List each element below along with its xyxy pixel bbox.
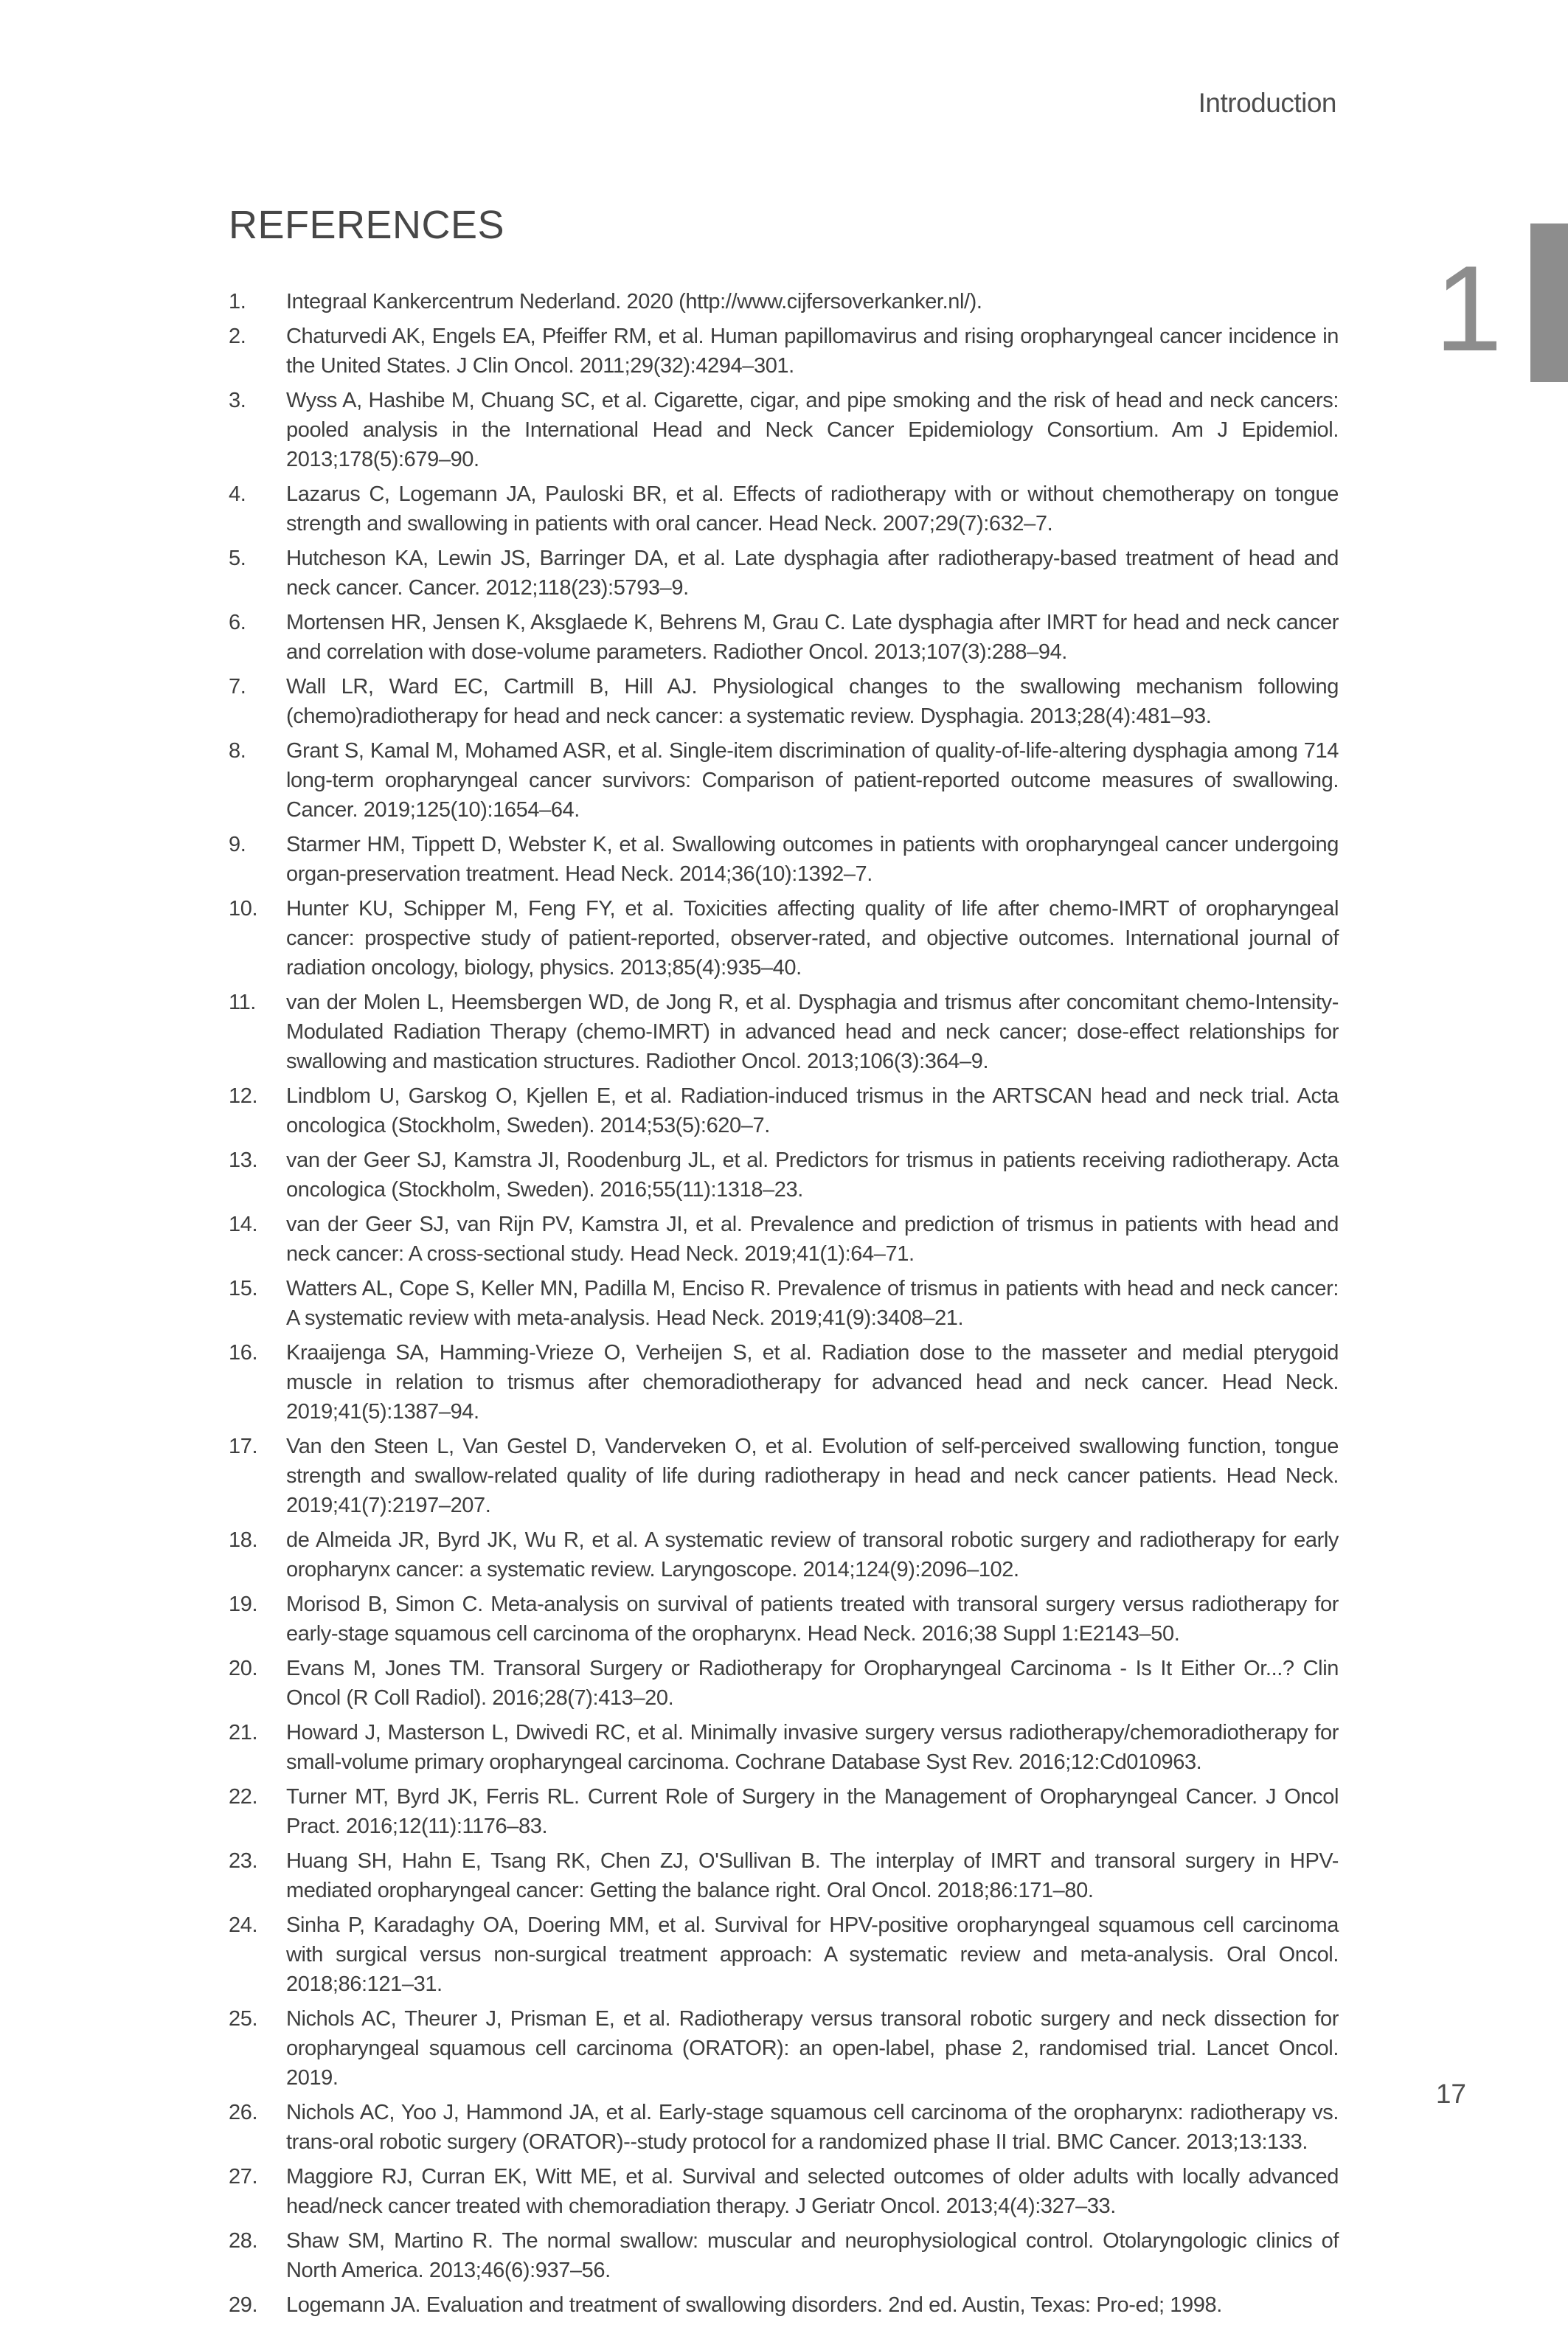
reference-item <box>229 830 1339 889</box>
reference-text: Howard J, Masterson L, Dwivedi RC, et al. Minimally invasive surgery versus radiotherapy/chemoradiotherapy for small-volume primary oropharyngeal carcinoma. Cochrane Database Syst Rev. 2016;12:Cd010963. <box>286 1721 1339 1774</box>
reference-number: 19. <box>229 1593 258 1616</box>
reference-text: Grant S, Kamal M, Mohamed ASR, et al. Single-item discrimination of quality-of-life-altering dysphagia among 714 long-term oropharyngeal cancer survivors: Comparison of patient-reported outcome measures of swallowing. Cancer. 2019;125(10):1654–64. <box>286 739 1339 822</box>
reference-text: Lindblom U, Garskog O, Kjellen E, et al. Radiation-induced trismus in the ARTSCAN head and neck trial. Acta oncologica (Stockholm, Sweden). 2014;53(5):620–7. <box>286 1084 1339 1137</box>
reference-item <box>229 1525 1339 1584</box>
reference-number: 29. <box>229 2293 258 2317</box>
reference-number: 9. <box>229 833 246 856</box>
reference-text: van der Molen L, Heemsbergen WD, de Jong R, et al. Dysphagia and trismus after concomitant chemo-Intensity-Modulated Radiation Therapy (chemo-IMRT) in advanced head and neck cancer; dose-effect relationships for swallowing and mastication structures. Radiother Oncol. 2013;106(3):364–9. <box>286 991 1339 1073</box>
reference-item <box>229 894 1339 983</box>
references-list <box>229 287 1339 2325</box>
reference-number: 14. <box>229 1213 258 1236</box>
reference-item <box>229 1274 1339 1333</box>
reference-text: van der Geer SJ, Kamstra JI, Roodenburg JL, et al. Predictors for trismus in patients receiving radiotherapy. Acta oncologica (Stockholm, Sweden). 2016;55(11):1318–23. <box>286 1148 1339 1202</box>
reference-number: 20. <box>229 1657 258 1680</box>
reference-text: Starmer HM, Tippett D, Webster K, et al. Swallowing outcomes in patients with oropharyngeal cancer undergoing organ-preservation treatment. Head Neck. 2014;36(10):1392–7. <box>286 833 1339 886</box>
reference-number: 8. <box>229 739 246 763</box>
reference-item <box>229 1782 1339 1841</box>
reference-number: 5. <box>229 547 246 570</box>
reference-number: 17. <box>229 1435 258 1458</box>
reference-number: 3. <box>229 389 246 412</box>
reference-number: 13. <box>229 1148 258 1172</box>
reference-number: 21. <box>229 1721 258 1744</box>
reference-item <box>229 1146 1339 1205</box>
reference-number: 22. <box>229 1785 258 1809</box>
reference-text: Evans M, Jones TM. Transoral Surgery or Radiotherapy for Oropharyngeal Carcinoma - Is It Either Or...? Clin Oncol (R Coll Radiol). 2016;28(7):413–20. <box>286 1657 1339 1710</box>
reference-number: 10. <box>229 897 258 921</box>
reference-text: Turner MT, Byrd JK, Ferris RL. Current Role of Surgery in the Management of Oropharyngeal Cancer. J Oncol Pract. 2016;12(11):1176–83. <box>286 1785 1339 1838</box>
reference-item <box>229 322 1339 381</box>
chapter-tab-marker <box>1530 224 1568 382</box>
reference-number: 7. <box>229 675 246 699</box>
reference-text: Huang SH, Hahn E, Tsang RK, Chen ZJ, O'Sullivan B. The interplay of IMRT and transoral surgery in HPV-mediated oropharyngeal cancer: Getting the balance right. Oral Oncol. 2018;86:171–80. <box>286 1849 1339 1902</box>
reference-item <box>229 2162 1339 2221</box>
reference-item <box>229 2226 1339 2285</box>
reference-text: Hunter KU, Schipper M, Feng FY, et al. Toxicities affecting quality of life after chemo-IMRT of oropharyngeal cancer: prospective study of patient-reported, observer-rated, and objective outcomes. International journal of radiation oncology, biology, physics. 2013;85(4):935–40. <box>286 897 1339 980</box>
reference-number: 6. <box>229 611 246 634</box>
running-header: Introduction <box>1198 88 1336 118</box>
reference-number: 18. <box>229 1528 258 1552</box>
reference-text: Wall LR, Ward EC, Cartmill B, Hill AJ. Physiological changes to the swallowing mechanism following (chemo)radiotherapy for head and neck cancer: a systematic review. Dysphagia. 2013;28(4):481–93. <box>286 675 1339 728</box>
reference-number: 27. <box>229 2165 258 2189</box>
reference-item <box>229 988 1339 1076</box>
reference-text: Shaw SM, Martino R. The normal swallow: muscular and neurophysiological control. Otolaryngologic clinics of North America. 2013;46(6):937–56. <box>286 2229 1339 2282</box>
reference-item <box>229 736 1339 825</box>
reference-item <box>229 1081 1339 1140</box>
reference-text: Morisod B, Simon C. Meta-analysis on survival of patients treated with transoral surgery versus radiotherapy for early-stage squamous cell carcinoma of the oropharynx. Head Neck. 2016;38 Suppl 1:E2143–50. <box>286 1593 1339 1646</box>
reference-item <box>229 479 1339 538</box>
reference-item <box>229 1210 1339 1269</box>
reference-number: 4. <box>229 482 246 506</box>
reference-item <box>229 672 1339 731</box>
reference-item <box>229 2098 1339 2157</box>
chapter-number: 1 <box>1435 240 1502 376</box>
reference-text: van der Geer SJ, van Rijn PV, Kamstra JI, et al. Prevalence and prediction of trismus in patients with head and neck cancer: A cross-sectional study. Head Neck. 2019;41(1):64–71. <box>286 1213 1339 1266</box>
reference-text: Mortensen HR, Jensen K, Aksglaede K, Behrens M, Grau C. Late dysphagia after IMRT for head and neck cancer and correlation with dose-volume parameters. Radiother Oncol. 2013;107(3):288–94. <box>286 611 1339 664</box>
reference-text: Integraal Kankercentrum Nederland. 2020 (http://www.cijfersoverkanker.nl/). <box>286 290 982 313</box>
reference-text: Nichols AC, Theurer J, Prisman E, et al. Radiotherapy versus transoral robotic surgery and neck dissection for oropharyngeal squamous cell carcinoma (ORATOR): an open-label, phase 2, randomised trial. Lancet Oncol. 2019. <box>286 2007 1339 2090</box>
reference-number: 1. <box>229 290 246 313</box>
reference-item <box>229 1846 1339 1905</box>
reference-item <box>229 1654 1339 1713</box>
reference-item <box>229 1718 1339 1777</box>
reference-text: Van den Steen L, Van Gestel D, Vanderveken O, et al. Evolution of self-perceived swallowing function, tongue strength and swallow-related quality of life during radiotherapy in head and neck cancer patients. Head Neck. 2019;41(7):2197–207. <box>286 1435 1339 1517</box>
reference-text: Sinha P, Karadaghy OA, Doering MM, et al. Survival for HPV-positive oropharyngeal squamous cell carcinoma with surgical versus non-surgical treatment approach: A systematic review and meta-analysis. Oral Oncol. 2018;86:121–31. <box>286 1913 1339 1996</box>
reference-item <box>229 2290 1339 2320</box>
reference-number: 16. <box>229 1341 258 1365</box>
reference-text: Chaturvedi AK, Engels EA, Pfeiffer RM, et al. Human papillomavirus and rising oropharyngeal cancer incidence in the United States. J Clin Oncol. 2011;29(32):4294–301. <box>286 325 1339 378</box>
reference-text: Watters AL, Cope S, Keller MN, Padilla M, Enciso R. Prevalence of trismus in patients with head and neck cancer: A systematic review with meta-analysis. Head Neck. 2019;41(9):3408–21. <box>286 1277 1339 1330</box>
reference-text: Kraaijenga SA, Hamming-Vrieze O, Verheijen S, et al. Radiation dose to the masseter and medial pterygoid muscle in relation to trismus after chemoradiotherapy for advanced head and neck cancer. Head Neck. 2019;41(5):1387–94. <box>286 1341 1339 1424</box>
reference-item <box>229 386 1339 474</box>
reference-item <box>229 287 1339 316</box>
reference-text: Logemann JA. Evaluation and treatment of swallowing disorders. 2nd ed. Austin, Texas: Pro-ed; 1998. <box>286 2293 1222 2317</box>
reference-text: Lazarus C, Logemann JA, Pauloski BR, et al. Effects of radiotherapy with or without chemotherapy on tongue strength and swallowing in patients with oral cancer. Head Neck. 2007;29(7):632–7. <box>286 482 1339 536</box>
reference-text: Nichols AC, Yoo J, Hammond JA, et al. Early-stage squamous cell carcinoma of the oropharynx: radiotherapy vs. trans-oral robotic surgery (ORATOR)--study protocol for a randomized phase II trial. BMC Cancer. 2013;13:133. <box>286 2101 1339 2154</box>
reference-item <box>229 544 1339 603</box>
reference-text: de Almeida JR, Byrd JK, Wu R, et al. A systematic review of transoral robotic surgery and radiotherapy for early oropharynx cancer: a systematic review. Laryngoscope. 2014;124(9):2096–102. <box>286 1528 1339 1581</box>
reference-item <box>229 1432 1339 1520</box>
reference-text: Hutcheson KA, Lewin JS, Barringer DA, et al. Late dysphagia after radiotherapy-based treatment of head and neck cancer. Cancer. 2012;118(23):5793–9. <box>286 547 1339 600</box>
reference-number: 12. <box>229 1084 258 1108</box>
page-number: 17 <box>1435 2079 1466 2109</box>
reference-text: Wyss A, Hashibe M, Chuang SC, et al. Cigarette, cigar, and pipe smoking and the risk of head and neck cancers: pooled analysis in the International Head and Neck Cancer Epidemiology Consortium. Am J Epidemiol. 2013;178(5):679–90. <box>286 389 1339 471</box>
reference-number: 23. <box>229 1849 258 1873</box>
reference-number: 25. <box>229 2007 258 2031</box>
page-title: REFERENCES <box>229 203 505 247</box>
reference-item <box>229 1338 1339 1427</box>
reference-number: 26. <box>229 2101 258 2124</box>
reference-number: 2. <box>229 325 246 348</box>
reference-number: 24. <box>229 1913 258 1937</box>
reference-text: Maggiore RJ, Curran EK, Witt ME, et al. Survival and selected outcomes of older adults with locally advanced head/neck cancer treated with chemoradiation therapy. J Geriatr Oncol. 2013;4(4):327–33. <box>286 2165 1339 2218</box>
reference-number: 28. <box>229 2229 258 2253</box>
reference-number: 15. <box>229 1277 258 1300</box>
reference-item <box>229 1590 1339 1649</box>
reference-number: 11. <box>229 991 256 1014</box>
reference-item <box>229 608 1339 667</box>
reference-item <box>229 1910 1339 1999</box>
reference-item <box>229 2004 1339 2093</box>
